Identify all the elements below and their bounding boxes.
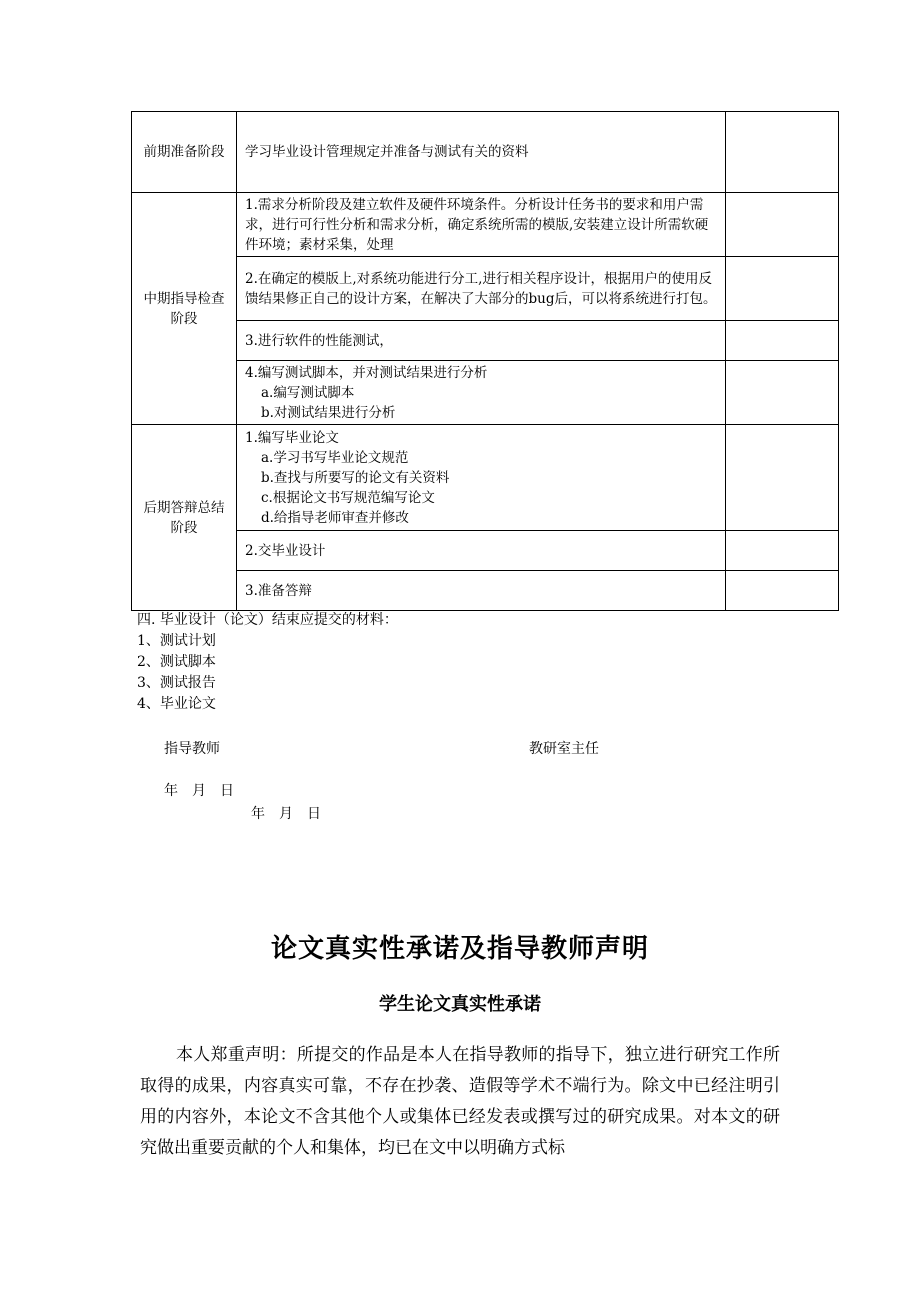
stage-cell: 前期准备阶段 [132,112,237,193]
list-item: 4、毕业论文 [137,696,216,712]
stage-cell: 中期指导检查阶段 [132,193,237,425]
table-row [132,193,839,257]
task-cell: 1.需求分析阶段及建立软件及硬件环境条件。分析设计任务书的要求和用户需求，进行可行性分析和需求分析，确定系统所需的模版,安装建立设计所需软硬件环境；素材采集，处理 [237,193,726,257]
task-cell: 4.编写测试脚本，并对测试结果进行分析 a.编写测试脚本 b.对测试结果进行分析 [237,361,726,425]
advisor-date: 年 月 日 [164,783,234,799]
schedule-table [131,111,839,611]
page-title: 论文真实性承诺及指导教师声明 [270,934,649,964]
materials-section [137,610,398,715]
director-date: 年 月 日 [251,806,321,822]
table-row [132,571,839,611]
task-cell: 2.交毕业设计 [237,531,726,571]
task-cell: 学习毕业设计管理规定并准备与测试有关的资料 [237,112,726,193]
remark-cell [726,531,839,571]
remark-cell [726,425,839,531]
task-cell: 2.在确定的模版上,对系统功能进行分工,进行相关程序设计，根据用户的使用反馈结果修正自己的设计方案，在解决了大部分的bug后，可以将系统进行打包。 [237,257,726,321]
list-item: 2、测试脚本 [137,654,216,670]
remark-cell [726,571,839,611]
task-cell: 3.进行软件的性能测试， [237,321,726,361]
remark-cell [726,321,839,361]
list-item: 1、测试计划 [137,633,216,649]
table-row [132,321,839,361]
advisor-label: 指导教师 [164,741,220,757]
task-cell: 1.编写毕业论文 a.学习书写毕业论文规范 b.查找与所要写的论文有关资料 c.根据论文书写规范编写论文 d.给指导老师审查并修改 [237,425,726,531]
stage-cell: 后期答辩总结阶段 [132,425,237,611]
declaration-paragraph: 本人郑重声明：所提交的作品是本人在指导教师的指导下，独立进行研究工作所取得的成果，内容真实可靠，不存在抄袭、造假等学术不端行为。除文中已经注明引用的内容外，本论文不含其他个人或集体已经发表或撰写过的研究成果。对本文的研究做出重要贡献的个人和集体，均已在文中以明确方式标 [140,1045,780,1158]
table-row [132,361,839,425]
remark-cell [726,112,839,193]
section-subtitle: 学生论文真实性承诺 [379,994,541,1015]
remark-cell [726,361,839,425]
director-label: 教研室主任 [529,741,599,757]
table-row [132,257,839,321]
materials-heading: 四. 毕业设计（论文）结束应提交的材料： [137,612,398,628]
table-row [132,112,839,193]
task-cell: 3.准备答辩 [237,571,726,611]
remark-cell [726,257,839,321]
list-item: 3、测试报告 [137,675,216,691]
table-row [132,425,839,531]
table-row [132,531,839,571]
remark-cell [726,193,839,257]
